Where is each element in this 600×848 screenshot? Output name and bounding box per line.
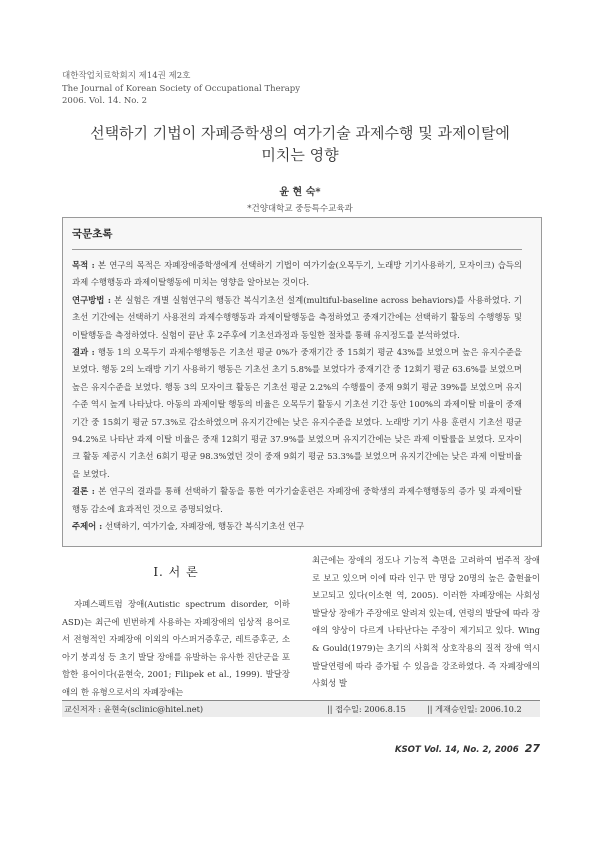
purpose-label: 목적 : xyxy=(72,260,95,270)
running-footer-text: KSOT Vol. 14, No. 2, 2006 xyxy=(394,745,519,755)
paper-title xyxy=(60,122,540,166)
abstract-conclusion xyxy=(72,483,522,518)
keywords xyxy=(72,519,522,533)
abstract-method xyxy=(72,292,522,344)
conclusion-text: 본 연구의 결과를 통해 선택하기 활동을 통한 여가기술훈련은 자폐장애 중학생의 과제수행행동의 증가 및 과제이탈 행동 감소에 효과적인 것으로 증명되었다. xyxy=(72,486,522,514)
journal-name-korean: 대한작업치료학회지 제14권 제2호 xyxy=(62,71,191,81)
section-title-introduction: I. 서 론 xyxy=(153,565,199,579)
result-text: 행동 1의 오목두기 과제수행행동은 기초선 평균 0%가 중재기간 중 15회기 평균 43%를 보였으며 높은 유지수준을 보였다. 행동 2의 노래방 기기 사용하기 행동은 기초선 초기 5.8%를 보였다가 중재기간 중 12회기 평균 63.6%를 보였으며 높은 유지수준을 보였다. 행동 3의 모자이크 활동은 기초선 평균 2.2%의 수행률이 중재 9회기 평균 39%를 보였으며 유지수준 역시 높게 나타났다. 아동의 과제이탈 행동의 비율은 오목두기 활동시 기초선 기간 동안 100%의 과제이탈 비율이 중재기간 중 15회기 평균 57.3%로 감소하였으며 유지기간에는 낮은 유지수준을 보였다. 노래방 기기 사용 훈련시 기초선 평균 94.2%로 나타난 과제 이탈 비율은 중재 12회기 평균 37.9%를 보였으며 유지기간에는 낮은 과제 이탈률을 보였다. 모자이크 활동 제공시 기초선 6회기 평균 98.3%였던 것이 중재 9회기 평균 53.3%를 보였으며 유지기간에는 낮은 과제 이탈비율을 보였다. xyxy=(72,347,522,479)
body-column-right: 최근에는 장애의 정도나 기능적 측면을 고려하여 범주적 장애로 보고 있으며 이에 따라 인구 만 명당 20명의 높은 출현율이 보고되고 있다(이소현 역, 2005). 이러한 자폐장애는 사회성 발달상 장애가 주장애로 알려져 있는데, 연령의 발달에 따라 장애의 양상이 다르게 나타난다는 주장이 제기되고 있다. Wing & Gould(1979)는 초기의 사회적 상호작용의 질적 장애 역시 발달연령에 따라 증가될 수 있음을 강조하였다. 즉 자폐장애의 사회성 발 xyxy=(312,555,540,689)
keywords-label: 주제어 : xyxy=(72,521,103,531)
page-number: 27 xyxy=(524,742,540,755)
accepted-date: || 게재승인일: 2006.10.2 xyxy=(427,704,522,714)
result-label: 결과 : xyxy=(72,347,95,358)
abstract-divider xyxy=(72,249,522,250)
corresponding-author: 교신저자 : 윤현숙(sclinic@hitel.net) xyxy=(64,704,204,714)
journal-name-english: The Journal of Korean Society of Occupational Therapy xyxy=(62,83,301,94)
method-label: 연구방법 : xyxy=(72,294,111,305)
abstract-purpose xyxy=(72,257,522,292)
running-footer xyxy=(395,742,540,755)
method-text: 본 실험은 개별 실험연구의 행동간 복식기초선 설계(multiful-baseline across behaviors)를 사용하였다. 기초선 기간에는 선택하기 사용전의 과제수행행동과 과제이탈행동을 측정하였고 중재기간에는 선택하기 활동의 수행행동 및 이탈행동을 측정하였다. 실험이 끝난 후 2주후에 기초선과정과 동일한 절차를 통해 유지정도를 분석하였다. xyxy=(72,294,522,340)
keywords-text: 선택하기, 여가기술, 자폐장애, 행동간 복식기초선 연구 xyxy=(102,521,305,531)
body-column-left: 자폐스펙트럼 장애(Autistic spectrum disorder, 이하 ASD)는 최근에 빈번하게 사용하는 자폐장애의 임상적 용어로서 전형적인 자폐장애 이외의 아스퍼거증후군, 레트증후군, 소아기 붕괴성 등 초기 발달 장애를 유발하는 유사한 진단군을 포함한 용어이다(윤현숙, 2001; Filipek et al., 1999). 발달장애의 한 유형으로서의 자폐장애는 xyxy=(62,599,290,697)
paper-title-line-2: 미치는 영향 xyxy=(261,146,339,164)
footer-info-bar xyxy=(62,701,540,717)
journal-header xyxy=(62,70,300,108)
paper-title-line-1: 선택하기 기법이 자폐증학생의 여가기술 과제수행 및 과제이탈에 xyxy=(90,124,510,142)
author-name: 윤 현 숙* xyxy=(279,187,321,198)
abstract xyxy=(72,226,522,518)
author-affiliation: *건양대학교 중등특수교육과 xyxy=(247,204,353,214)
purpose-text: 본 연구의 목적은 자폐장애증학생에게 선택하기 기법이 여가기술(오목두기, 노래방 기기사용하기, 모자이크) 습득의 과제 수행행동과 과제이탈행동에 미치는 영향을 알아보는 것이다. xyxy=(72,260,522,288)
abstract-heading: 국문초록 xyxy=(72,228,113,240)
abstract-result xyxy=(72,344,522,483)
journal-issue: 2006. Vol. 14. No. 2 xyxy=(62,96,148,106)
received-date: || 접수일: 2006.8.15 xyxy=(327,704,406,714)
conclusion-label: 결론 : xyxy=(72,486,95,497)
